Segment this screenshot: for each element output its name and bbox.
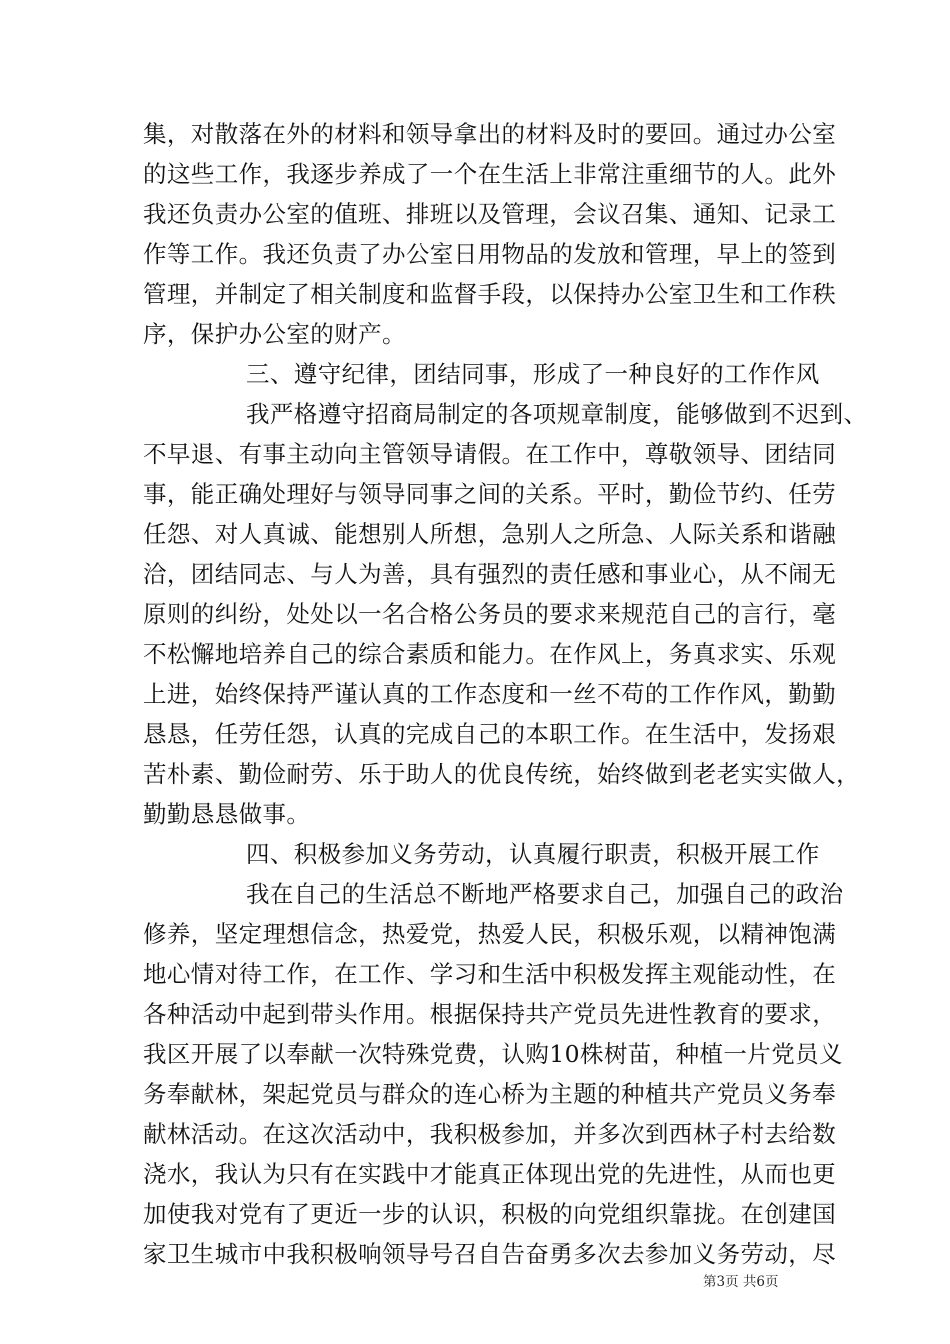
paragraph-line: 任怨、对人真诚、能想别人所想，急别人之所急、人际关系和谐融 xyxy=(143,520,837,548)
paragraph-line: 苦朴素、勤俭耐劳、乐于助人的优良传统，始终做到老老实实做人， xyxy=(143,760,860,788)
paragraph-line: 浇水，我认为只有在实践中才能真正体现出党的先进性，从而也更 xyxy=(143,1160,837,1188)
paragraph-line: 上进，始终保持严谨认真的工作态度和一丝不苟的工作作风，勤勤 xyxy=(143,680,837,708)
paragraph-line: 献林活动。在这次活动中，我积极参加，并多次到西林子村去给数 xyxy=(143,1120,837,1148)
section-heading-3: 三、遵守纪律，团结同事，形成了一种良好的工作作风 xyxy=(246,360,820,388)
page-number-footer: 第3页 共6页 xyxy=(703,1274,779,1290)
paragraph-line: 务奉献林，架起党员与群众的连心桥为主题的种植共产党员义务奉 xyxy=(143,1080,837,1108)
paragraph-line: 洽，团结同志、与人为善，具有强烈的责任感和事业心，从不闹无 xyxy=(143,560,837,588)
paragraph-line: 不松懈地培养自己的综合素质和能力。在作风上，务真求实、乐观 xyxy=(143,640,837,668)
paragraph-line: 我严格遵守招商局制定的各项规章制度，能够做到不迟到、 xyxy=(246,400,868,428)
paragraph-line: 家卫生城市中我积极响领导号召自告奋勇多次去参加义务劳动，尽 xyxy=(143,1240,837,1268)
paragraph-line: 加使我对党有了更近一步的认识，积极的向党组织靠拢。在创建国 xyxy=(143,1200,837,1228)
paragraph-line: 勤勤恳恳做事。 xyxy=(143,800,311,828)
paragraph-line: 的这些工作，我逐步养成了一个在生活上非常注重细节的人。此外 xyxy=(143,160,837,188)
paragraph-line: 事，能正确处理好与领导同事之间的关系。平时，勤俭节约、任劳 xyxy=(143,480,837,508)
paragraph-line: 管理，并制定了相关制度和监督手段，以保持办公室卫生和工作秩 xyxy=(143,280,837,308)
paragraph-line: 地心情对待工作，在工作、学习和生活中积极发挥主观能动性，在 xyxy=(143,960,837,988)
paragraph-line: 序，保护办公室的财产。 xyxy=(143,320,406,348)
paragraph-line: 我区开展了以奉献一次特殊党费，认购10株树苗，种植一片党员义 xyxy=(143,1040,843,1068)
paragraph-line: 原则的纠纷，处处以一名合格公务员的要求来规范自己的言行，毫 xyxy=(143,600,837,628)
paragraph-line: 作等工作。我还负责了办公室日用物品的发放和管理，早上的签到 xyxy=(143,240,837,268)
paragraph-line: 修养，坚定理想信念，热爱党，热爱人民，积极乐观，以精神饱满 xyxy=(143,920,837,948)
paragraph-line: 不早退、有事主动向主管领导请假。在工作中，尊敬领导、团结同 xyxy=(143,440,837,468)
paragraph-line: 集，对散落在外的材料和领导拿出的材料及时的要回。通过办公室 xyxy=(143,120,837,148)
paragraph-line: 各种活动中起到带头作用。根据保持共产党员先进性教育的要求， xyxy=(143,1000,837,1028)
paragraph-line: 我在自己的生活总不断地严格要求自己，加强自己的政治 xyxy=(246,880,844,908)
section-heading-4: 四、积极参加义务劳动，认真履行职责，积极开展工作 xyxy=(246,840,820,868)
paragraph-line: 恳恳，任劳任怨，认真的完成自己的本职工作。在生活中，发扬艰 xyxy=(143,720,837,748)
paragraph-line: 我还负责办公室的值班、排班以及管理，会议召集、通知、记录工 xyxy=(143,200,837,228)
